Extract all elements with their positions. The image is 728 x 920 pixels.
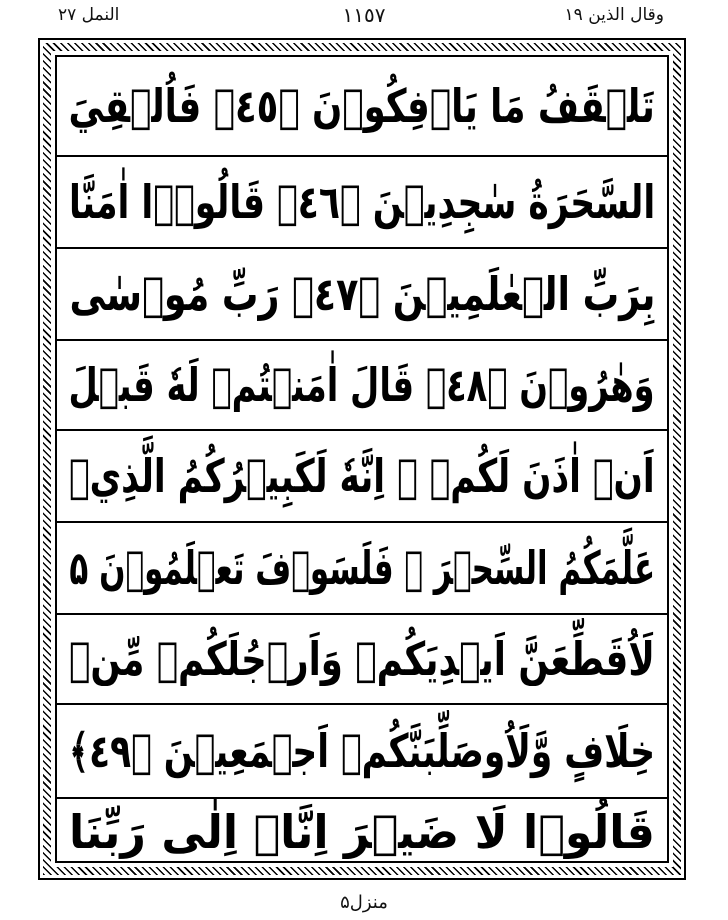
line-text: عَلَّمَكُمُ السِّحۡرَ ۚ فَلَسَوۡفَ تَعۡلَمُوۡنَ ۵ [69, 541, 655, 595]
line-text: بِرَبِّ الۡعٰلَمِيۡنَ ﴿٤٧﴾ رَبِّ مُوۡسٰى [69, 267, 655, 321]
juz-name-header: وقال الذين ١٩ [564, 5, 664, 25]
page-number: ١١٥٧ [342, 3, 386, 27]
line-text: قَالُوۡا لَا ضَيۡرَ اِنَّاۤ اِلٰى رَبِّنَا [69, 805, 655, 859]
text-line [57, 57, 667, 157]
text-line [57, 431, 667, 523]
text-line [57, 615, 667, 705]
line-text: تَلۡقَفُ مَا يَاۡفِكُوۡنَ ﴿٤٥﴾ فَاُلۡقِيَ [68, 79, 656, 133]
manzil-footer: منزل۵ [340, 892, 388, 913]
line-text: وَهٰرُوۡنَ ﴿٤٨﴾ قَالَ اٰمَنۡتُمۡ لَهٗ قَبۡلَ [68, 358, 656, 412]
text-line [57, 157, 667, 249]
page-frame [38, 38, 686, 880]
text-line [57, 523, 667, 615]
line-text: اَنۡ اٰذَنَ لَكُمۡ ۚ اِنَّهٗ لَكَبِيۡرُكُمُ الَّذِيۡ [69, 449, 655, 503]
text-line [57, 341, 667, 431]
text-line [57, 799, 667, 865]
line-text: لَاُقَطِّعَنَّ اَيۡدِيَكُمۡ وَاَرۡجُلَكُمۡ مِّنۡ [69, 632, 655, 686]
text-line [57, 249, 667, 341]
surah-name-header: النمل ۲۷ [58, 5, 120, 25]
text-line [57, 705, 667, 799]
line-text: خِلَافٍ وَّلَاُوصَلِّبَنَّكُمۡ اَجۡمَعِيۡنَ ﴿٤٩﴾ [68, 724, 656, 778]
text-panel [55, 55, 669, 863]
line-text: السَّحَرَةُ سٰجِدِيۡنَ ﴿٤٦﴾ قَالُوۡۤا اٰمَنَّا [68, 175, 656, 229]
